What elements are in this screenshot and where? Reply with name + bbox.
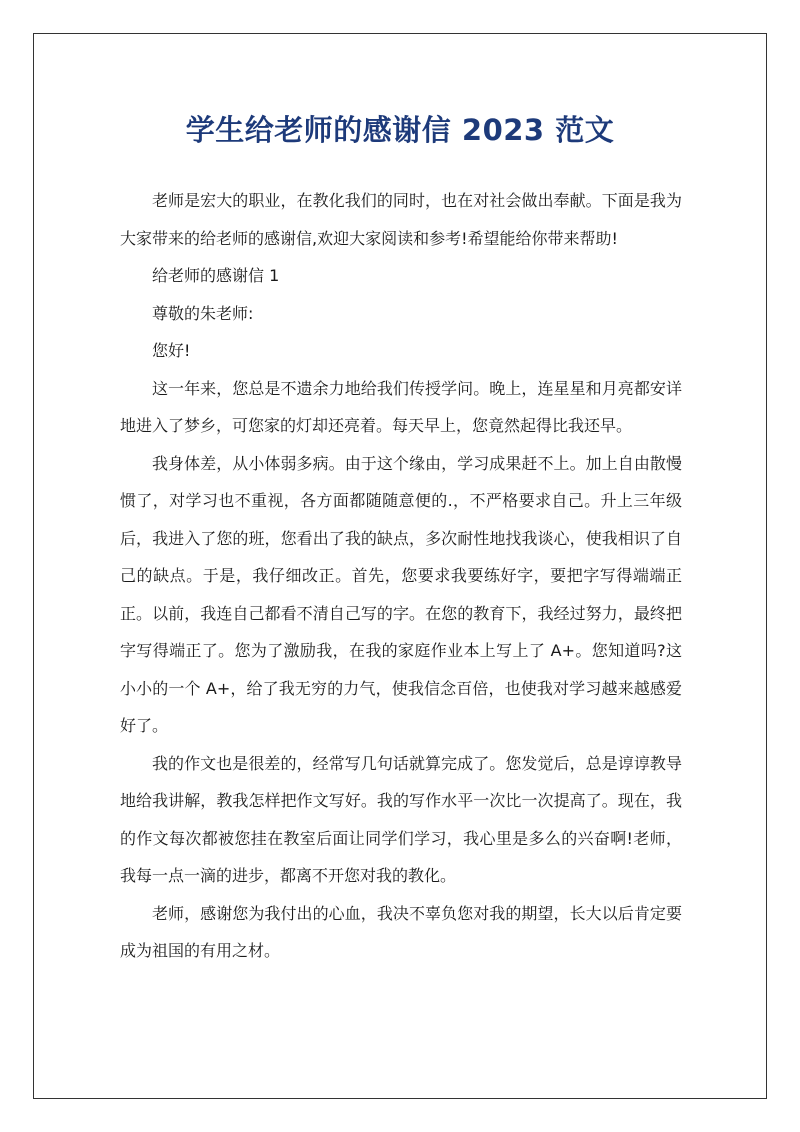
letter-salutation: 尊敬的朱老师: bbox=[152, 303, 254, 323]
document-body bbox=[120, 182, 682, 970]
intro-paragraph: 老师是宏大的职业，在教化我们的同时，也在对社会做出奉献。下面是我为大家带来的给老师的感谢信,欢迎大家阅读和参考!希望能给你带来帮助! bbox=[120, 191, 682, 248]
letter-paragraph: 我的作文也是很差的，经常写几句话就算完成了。您发觉后，总是谆谆教导地给我讲解，教我怎样把作文写好。我的写作水平一次比一次提高了。现在，我的作文每次都被您挂在教室后面让同学们学习，我心里是多么的兴奋啊!老师，我每一点一滴的进步，都离不开您对我的教化。 bbox=[120, 753, 682, 885]
letter-paragraph: 这一年来，您总是不遗余力地给我们传授学问。晚上，连星星和月亮都安详地进入了梦乡，可您家的灯却还亮着。每天早上，您竟然起得比我还早。 bbox=[120, 378, 682, 435]
letter-paragraph: 老师，感谢您为我付出的心血，我决不辜负您对我的期望，长大以后肯定要成为祖国的有用之材。 bbox=[120, 903, 682, 960]
document-title: 学生给老师的感谢信 2023 范文 bbox=[185, 113, 615, 147]
letter-paragraph: 我身体差，从小体弱多病。由于这个缘由，学习成果赶不上。加上自由散慢惯了，对学习也不重视，各方面都随随意便的.，不严格要求自己。升上三年级后，我进入了您的班，您看出了我的缺点，多次耐性地找我谈心，使我相识了自己的缺点。于是，我仔细改正。首先，您要求我要练好字，要把字写得端端正正。以前，我连自己都看不清自己写的字。在您的教育下，我经过努力，最终把字写得端正了。您为了激励我，在我的家庭作业本上写上了 A+。您知道吗?这小小的一个 A+，给了我无穷的力气，使我信念百倍，也使我对学习越来越感爱好了。 bbox=[120, 453, 682, 735]
letter-greeting: 您好! bbox=[152, 341, 191, 360]
letter-heading: 给老师的感谢信 1 bbox=[152, 266, 280, 285]
